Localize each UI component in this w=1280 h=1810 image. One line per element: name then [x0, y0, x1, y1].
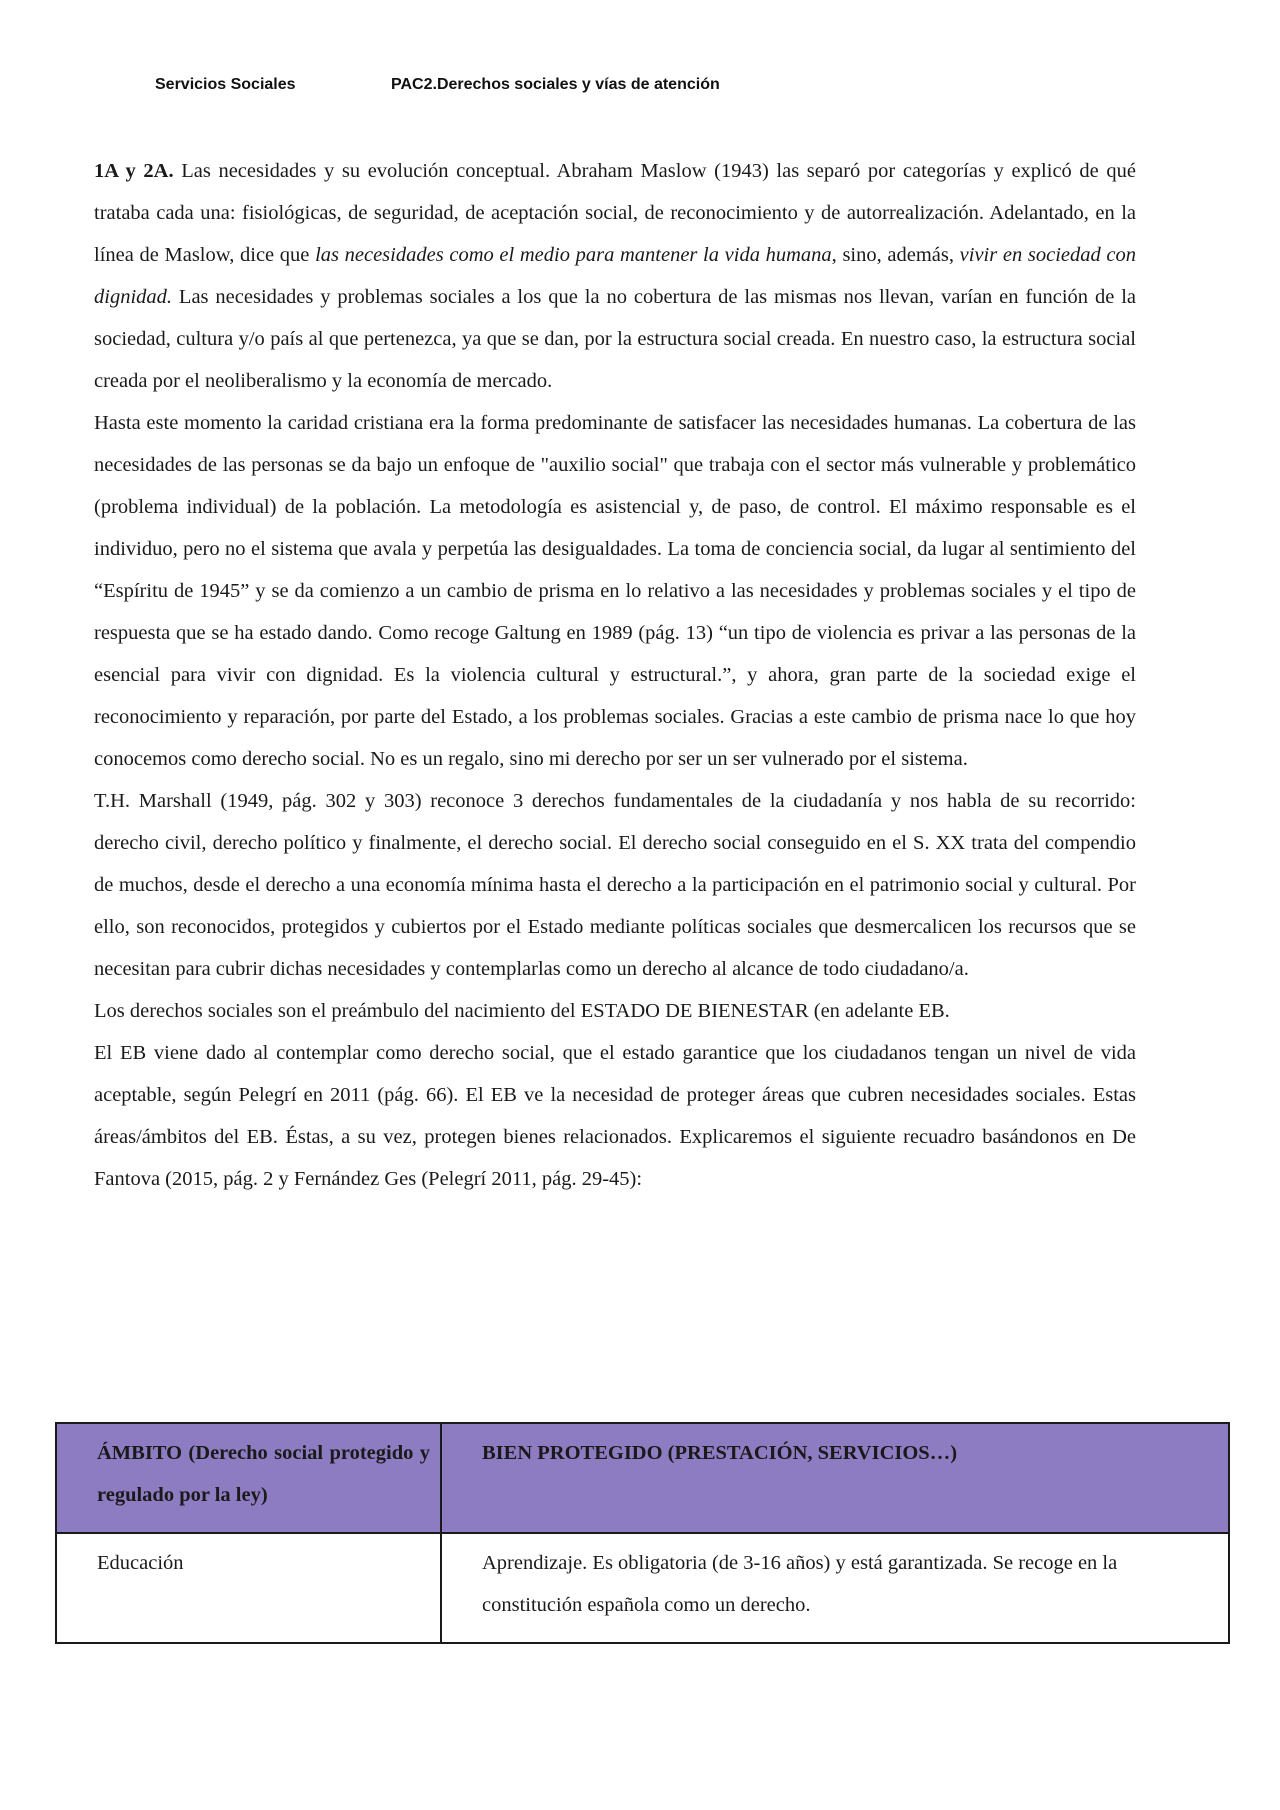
header-assignment: PAC2.Derechos sociales y vías de atención [391, 76, 720, 93]
paragraph-3: T.H. Marshall (1949, pág. 302 y 303) reconoce 3 derechos fundamentales de la ciudadanía y nos habla de su recorrido: derecho civil, derecho político y finalmente, el derecho social. El derecho social conseguido en el S. XX trata del compendio de muchos, desde el derecho a una economía mínima hasta el derecho a la participación en el patrimonio social y cultural. Por ello, son reconocidos, protegidos y cubiertos por el Estado mediante políticas sociales que desmercalicen los recursos que se necesitan para cubrir dichas necesidades y contemplarlas como un derecho al alcance de todo ciudadano/a. [94, 790, 1136, 980]
paragraph-1-italic-b: vivir en sociedad con dignidad. [94, 244, 1137, 308]
paragraph-1-text-c: Las necesidades y problemas sociales a los que la no cobertura de las mismas nos llevan, varían en función de la sociedad, cultura y/o país al que pertenezca, ya que se dan, por la estructura social creada. En nuestro caso, la estructura social creada por el neoliberalismo y la economía de mercado. [94, 286, 1136, 392]
table-body [56, 1533, 1229, 1643]
rights-table [55, 1422, 1230, 1644]
table-cell-bien: Aprendizaje. Es obligatoria (de 3-16 años) y está garantizada. Se recoge en la constitución española como un derecho. [441, 1533, 1229, 1643]
section-lead: 1A y 2A. [94, 160, 174, 182]
paragraph-1-italic-a: las necesidades como el medio para mantener la vida humana [315, 244, 832, 266]
table-header-ambito: ÁMBITO (Derecho social protegido y regulado por la ley) [56, 1423, 441, 1533]
paragraph-1 [94, 150, 1136, 402]
paragraph-1-text-b: , sino, además, [831, 244, 960, 266]
document-body [94, 150, 1136, 1200]
header-subject: Servicios Sociales [155, 76, 296, 93]
paragraph-2: Hasta este momento la caridad cristiana era la forma predominante de satisfacer las necesidades humanas. La cobertura de las necesidades de las personas se da bajo un enfoque de "auxilio social" que trabaja con el sector más vulnerable y problemático (problema individual) de la población. La metodología es asistencial y, de paso, de control. El máximo responsable es el individuo, pero no el sistema que avala y perpetúa las desigualdades. La toma de conciencia social, da lugar al sentimiento del “Espíritu de 1945” y se da comienzo a un cambio de prisma en lo relativo a las necesidades y problemas sociales y el tipo de respuesta que se ha estado dando. Como recoge Galtung en 1989 (pág. 13) “un tipo de violencia es privar a las personas de la esencial para vivir con dignidad. Es la violencia cultural y estructural.”, y ahora, gran parte de la sociedad exige el reconocimiento y reparación, por parte del Estado, a los problemas sociales. Gracias a este cambio de prisma nace lo que hoy conocemos como derecho social. No es un regalo, sino mi derecho por ser un ser vulnerado por el sistema. [94, 412, 1136, 770]
paragraph-5: El EB viene dado al contemplar como derecho social, que el estado garantice que los ciudadanos tengan un nivel de vida aceptable, según Pelegrí en 2011 (pág. 66). El EB ve la necesidad de proteger áreas que cubren necesidades sociales. Estas áreas/ámbitos del EB. Éstas, a su vez, protegen bienes relacionados. Explicaremos el siguiente recuadro basándonos en De Fantova (2015, pág. 2 y Fernández Ges (Pelegrí 2011, pág. 29-45): [94, 1042, 1136, 1190]
table-row [56, 1533, 1229, 1643]
table-header [56, 1423, 1229, 1533]
paragraph-1-text-a: Las necesidades y su evolución conceptual. Abraham Maslow (1943) las separó por categorías y explicó de qué trataba cada una: fisiológicas, de seguridad, de aceptación social, de reconocimiento y de autorrealización. Adelantado, en la línea de Maslow, dice que [94, 160, 1136, 266]
paragraph-4: Los derechos sociales son el preámbulo del nacimiento del ESTADO DE BIENESTAR (en adelante EB. [94, 1000, 950, 1022]
table-header-row [56, 1423, 1229, 1533]
table-cell-ambito: Educación [56, 1533, 441, 1643]
table-header-bien: BIEN PROTEGIDO (PRESTACIÓN, SERVICIOS…) [441, 1423, 1229, 1533]
